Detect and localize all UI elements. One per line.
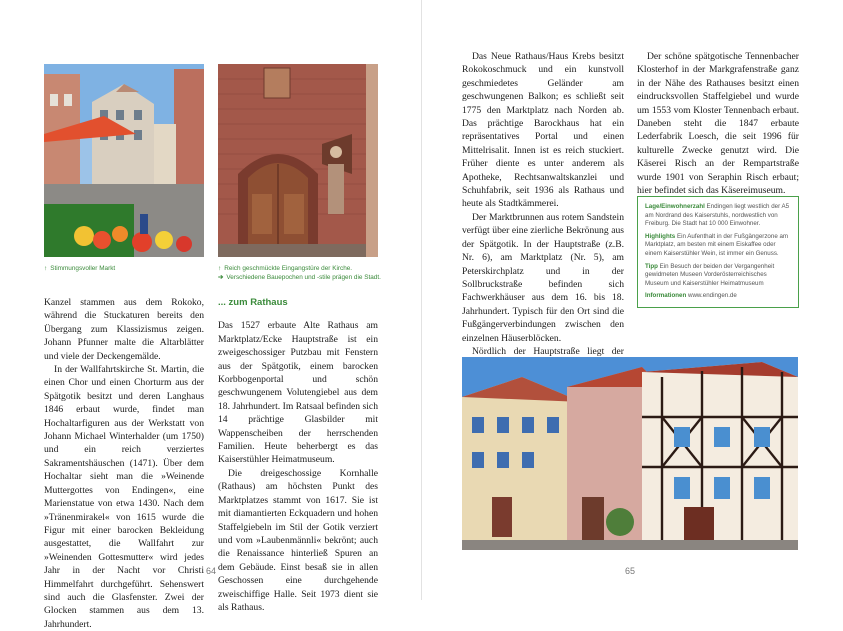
left-text-column-1 xyxy=(44,296,204,631)
page-gutter xyxy=(421,0,422,600)
caption-text: Reich geschmückte Eingangstüre der Kirche. xyxy=(224,265,353,272)
paragraph: Das 1527 erbaute Alte Rathaus am Marktplatz/Ecke Hauptstraße ist ein zweigeschossiger Putzbau mit Fenstern aus der Spätgotik, einem barocken Korbbogenportal und schön geschwungenem Volutengiebel aus dem 18. Jahrhundert. Im Ratsaal befinden sich 14 prächtige Glasbilder mit Wappenscheiben der herrschenden Familien. Heute beherbergt es das Kaiserstühler Heimatmuseum. xyxy=(218,320,378,466)
info-text: Endingen liegt westlich der A5 am Nordrand des Kaiserstuhls, nordwestlich von Freiburg. Die Stadt hat 10 000 Einwohner. xyxy=(645,203,790,228)
info-label: Lage/Einwohnerzahl xyxy=(645,203,705,210)
paragraph: Nördlich der Hauptstraße liegt der xyxy=(472,345,624,357)
left-text-column-2 xyxy=(218,296,378,614)
arrow-up-icon: ↑ xyxy=(218,265,222,272)
paragraph: Der Marktbrunnen aus rotem Sandstein verfügt über eine zierliche Bekrönung aus der Spätgotik. In der Hauptstraße (z.B. Nr. 6), am Marktplatz (Nr. 5), am Peterskirchplatz und in der Sollbruckstraße befinden sich Fachwerkhäuser aus dem 16. bis 18. Jahrhundert. Typisch für den Ort sind die Fußgängerverbindungen zwischen den einzelnen Häuserblöcken. xyxy=(462,211,624,344)
info-box xyxy=(637,196,799,308)
paragraph: Kanzel stammen aus dem Rokoko, während die Stuckaturen bereits den Übergang zum Klassizismus zeigen. Johann Pfunner malte die Altarblätter und viele der Deckengemälde. xyxy=(44,297,204,362)
photo-caption-church xyxy=(218,265,388,282)
right-text-column-2 xyxy=(637,50,799,197)
arrow-right-icon: ➔ xyxy=(218,273,224,281)
section-heading: ... zum Rathaus xyxy=(218,297,288,308)
caption-text: Stimmungsvoller Markt xyxy=(50,265,116,272)
info-link[interactable]: www.endingen.de xyxy=(686,292,737,300)
half-timbered-houses-photo xyxy=(462,357,798,550)
paragraph: In der Wallfahrtskirche St. Martin, die einen Chor und einen Chorturm aus der Spätgotik besitzt und deren Langhaus 1846 erbaut wurde, findet man Hochaltarfiguren aus der Werkstatt von Johann Michael Winterhalder (um 1750) und ein reich verziertes Sakramentshäuschen (1471). Über dem Hochaltar sieht man die »Weinende Muttergottes von Endingen«, eine Marienstatue von etwa 1430. Nach dem »Tränenmirakel« von 1615 wurde die Figur mit einer barocken Bekleidung ausgestattet, die Wallfahrt zur »Weinenden Gottesmutter« wird jedes Jahr in der Nacht vor Christi Himmelfahrt durchgeführt. Sehenswert sind auch die Glasfenster. Zwei der Glocken stammen aus dem 13. Jahrhundert. xyxy=(44,364,204,630)
paragraph: Der schöne spätgotische Tennenbacher Klosterhof in der Markgrafenstraße ganz in der Nähe des Rathauses besitzt einen eindrucksvollen Staffelgiebel und wurde um 1553 vom Kloster Tennenbach erbaut. Daneben steht die 1847 erbaute Lederfabrik Loesch, die seit 1996 für kulturelle Zwecke genutzt wird. Die Käserei Risch an der Rempartstraße wurde 1901 von Seraphin Risch erbaut; hier befindet sich das Käsereimuseum. xyxy=(637,51,799,197)
caption-text: Verschiedene Bauepochen und -stile prägen die Stadt. xyxy=(226,273,381,281)
page-number-right: 65 xyxy=(625,566,636,576)
info-text: Ein Aufenthalt in der Fußgängerzone am Marktplatz, am besten mit einem Eiskaffee oder einem Kaiserstühler Wein, ist immer ein Genuss. xyxy=(645,232,789,257)
info-label: Tipp xyxy=(645,262,658,270)
paragraph: Das Neue Rathaus/Haus Krebs besitzt Rokokoschmuck und ein kunstvoll geschmiedetes Geländer am geschwungenen Balkon; es schließt seit 1775 den Marktplatz nach Norden ab. Das prächtige Barockhaus hat ein repräsentatives Portal und einen Mittelrisalit. Innen ist es reich stuckiert. Früher diente es unter anderem als Apotheke, Rechtsanwaltskanzlei und Schuhfabrik, seit 1936 als Rathaus und heute als Stadtkämmerei. xyxy=(462,51,624,210)
page-number-left: 64 xyxy=(206,566,217,576)
photo-caption-market xyxy=(44,265,204,274)
info-label: Highlights xyxy=(645,232,676,240)
arrow-up-icon: ↑ xyxy=(44,265,48,272)
info-label: Informationen xyxy=(645,292,687,300)
market-square-photo xyxy=(44,64,204,257)
paragraph: Die dreigeschossige Kornhalle (Rathaus) am höchsten Punkt des Marktplatzes stammt von 1617. Sie ist mit diamantierten Eckquadern und hohen Staffelgiebeln im Stil der Gotik verziert und vom »Laubenmännli« bekrönt; auch die Renaissance hinterließ Spuren an dem Gebäude. Einst besaß sie in allen Geschossen eine durchgehende zweischiffige Halle. Seit 1973 dient sie als Rathaus. xyxy=(218,467,378,613)
info-text: Ein Besuch der beiden der Vergangenheit gewidmeten Museen Vorderösterreichisches Museum und Kaiserstühler Heimatmuseum xyxy=(645,262,775,287)
church-portal-photo xyxy=(218,64,378,257)
